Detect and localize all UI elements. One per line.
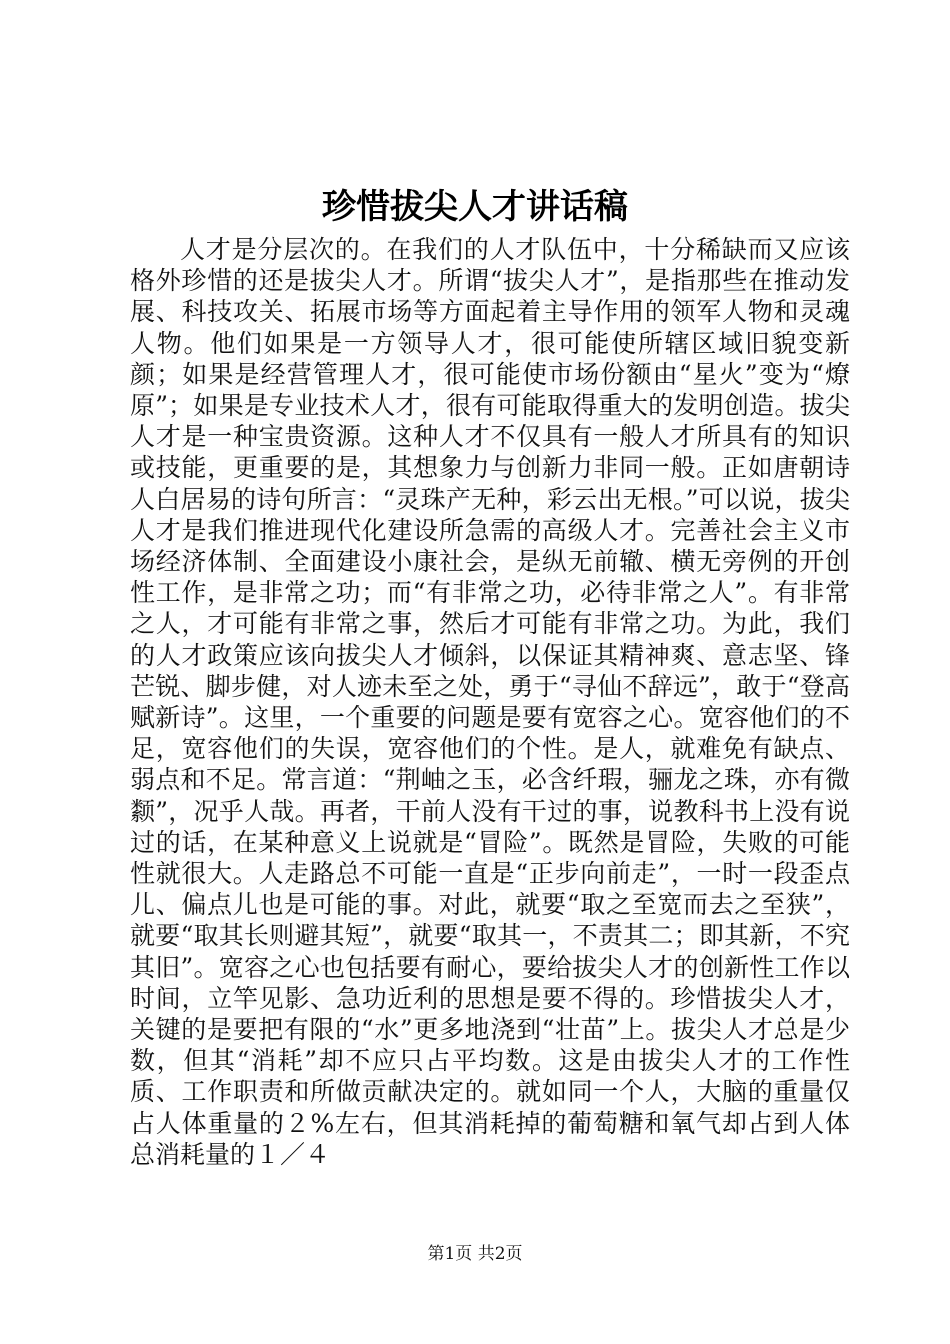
document-title: 珍惜拔尖人才讲话稿	[322, 187, 628, 227]
body-paragraph: 人才是分层次的。在我们的人才队伍中，十分稀缺而又应该格外珍惜的还是拔尖人才。所谓“拔尖人才”，是指那些在推动发展、科技攻关、拓展市场等方面起着主导作用的领军人物和灵魂人物。他们如果是一方领导人才，很可能使所辖区域旧貌变新颜；如果是经营管理人才，很可能使市场份额由“星火”变为“燎原”；如果是专业技术人才，很有可能取得重大的发明创造。拔尖人才是一种宝贵资源。这种人才不仅具有一般人才所具有的知识或技能，更重要的是，其想象力与创新力非同一般。正如唐朝诗人白居易的诗句所言：“灵珠产无种，彩云出无根。”可以说，拔尖人才是我们推进现代化建设所急需的高级人才。完善社会主义市场经济体制、全面建设小康社会，是纵无前辙、横无旁例的开创性工作，是非常之功；而“有非常之功，必待非常之人”。有非常之人，才可能有非常之事，然后才可能有非常之功。为此，我们的人才政策应该向拔尖人才倾斜，以保证其精神爽、意志坚、锋芒锐、脚步健，对人迹未至之处，勇于“寻仙不辞远”，敢于“登高赋新诗”。这里，一个重要的问题是要有宽容之心。宽容他们的不足，宽容他们的失误，宽容他们的个性。是人，就难免有缺点、弱点和不足。常言道：“荆岫之玉，必含纤瑕，骊龙之珠，亦有微颣”，况乎人哉。再者，干前人没有干过的事，说教科书上没有说过的话，在某种意义上说就是“冒险”。既然是冒险，失败的可能性就很大。人走路总不可能一直是“正步向前走”，一时一段歪点儿、偏点儿也是可能的事。对此，就要“取之至宽而去之至狭”，就要“取其长则避其短”，就要“取其一，不责其二；即其新，不究其旧”。宽容之心也包括要有耐心，要给拔尖人才的创新性工作以时间，立竿见影、急功近利的思想是要不得的。珍惜拔尖人才，关键的是要把有限的“水”更多地浇到“壮苗”上。拔尖人才总是少数，但其“消耗”却不应只占平均数。这是由拔尖人才的工作性质、工作职责和所做贡献决定的。就如同一个人，大脑的重量仅占人体重量的２%左右，但其消耗掉的葡萄糖和氧气却占到人体总消耗量的１／４	[130, 235, 850, 1169]
page-number-footer: 第1页 共2页	[427, 1244, 523, 1264]
